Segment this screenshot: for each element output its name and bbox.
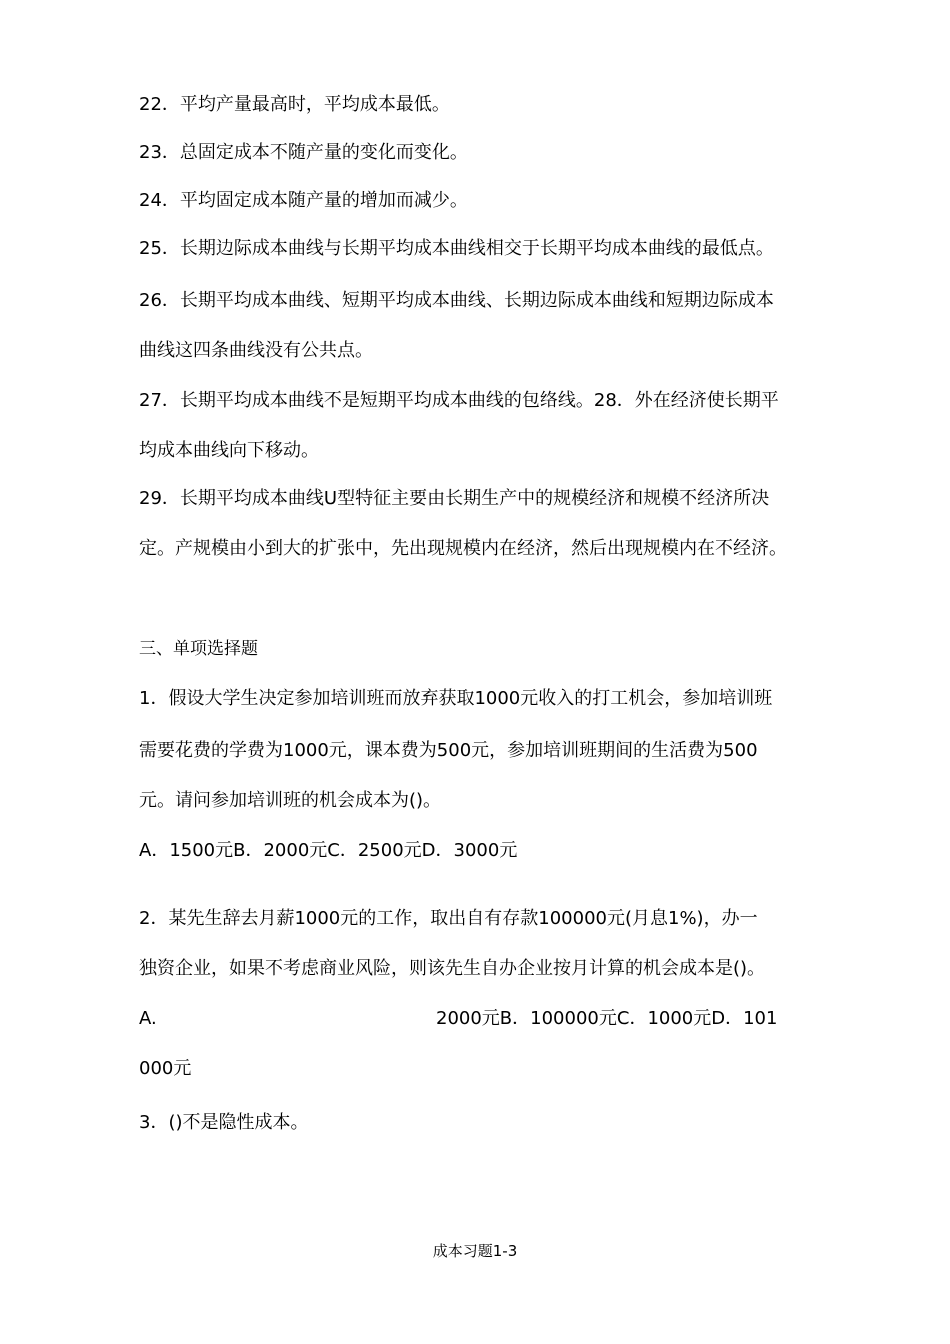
question-2-line-2: 独资企业，如果不考虑商业风险，则该先生自办企业按月计算的机会成本是()。	[139, 958, 766, 979]
statement-29-line-2: 定。产规模由小到大的扩张中，先出现规模内在经济，然后出现规模内在不经济。	[139, 538, 787, 559]
question-3: 3．()不是隐性成本。	[139, 1112, 309, 1133]
statement-22: 22．平均产量最高时，平均成本最低。	[139, 94, 450, 115]
question-1-line-2: 需要花费的学费为1000元，课本费为500元，参加培训班期间的生活费为500	[139, 740, 758, 761]
question-1-options: A．1500元B．2000元C．2500元D．3000元	[139, 840, 518, 861]
statement-26-line-1: 26．长期平均成本曲线、短期平均成本曲线、长期边际成本曲线和短期边际成本	[139, 290, 774, 311]
question-1-line-1: 1．假设大学生决定参加培训班而放弃获取1000元收入的打工机会，参加培训班	[139, 688, 773, 709]
statement-23: 23．总固定成本不随产量的变化而变化。	[139, 142, 468, 163]
question-2-options-wrap: 000元	[139, 1058, 192, 1079]
question-2-options: 2000元B．100000元C．1000元D．101	[436, 1008, 778, 1029]
question-2-option-a-label: A.	[139, 1008, 157, 1029]
question-2-line-1: 2．某先生辞去月薪1000元的工作，取出自有存款100000元(月息1%)，办一	[139, 908, 758, 929]
statement-26-line-2: 曲线这四条曲线没有公共点。	[139, 340, 373, 361]
statement-25: 25．长期边际成本曲线与长期平均成本曲线相交于长期平均成本曲线的最低点。	[139, 238, 774, 259]
statement-27-28-line-1: 27．长期平均成本曲线不是短期平均成本曲线的包络线。28．外在经济使长期平	[139, 390, 779, 411]
statement-24: 24．平均固定成本随产量的增加而减少。	[139, 190, 468, 211]
statement-29-line-1: 29．长期平均成本曲线U型特征主要由长期生产中的规模经济和规模不经济所决	[139, 488, 770, 509]
statement-27-28-line-2: 均成本曲线向下移动。	[139, 440, 319, 461]
page-footer: 成本习题1-3	[432, 1242, 518, 1260]
question-1-line-3: 元。请问参加培训班的机会成本为()。	[139, 790, 442, 811]
section-heading: 三、单项选择题	[139, 639, 258, 659]
